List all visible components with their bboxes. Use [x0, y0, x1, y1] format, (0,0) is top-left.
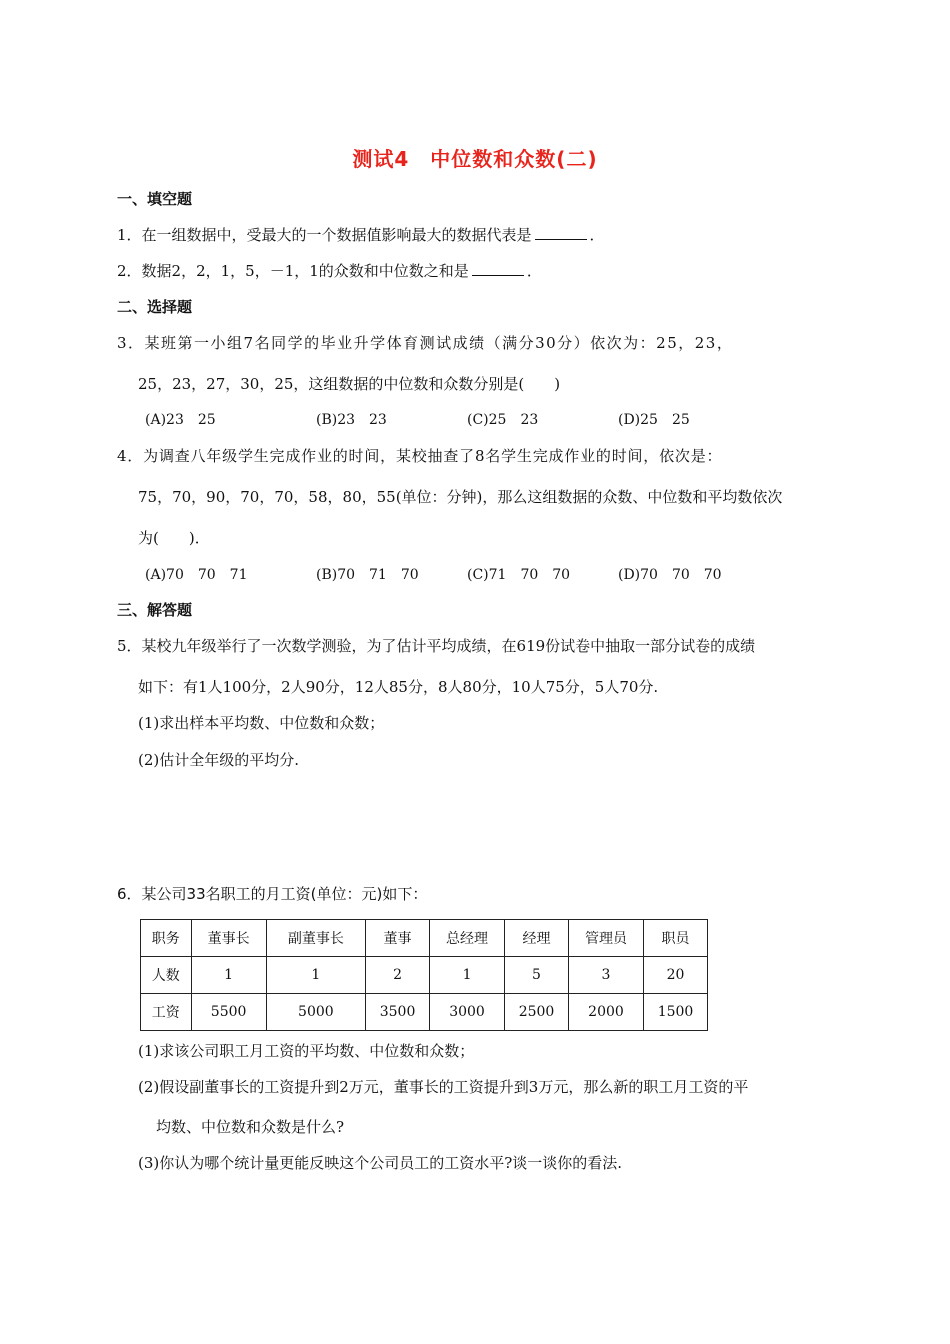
question-4-option-d: (D)70 70 70: [618, 567, 722, 583]
table-cell: 董事长: [191, 920, 266, 957]
question-1-text: 1．在一组数据中，受最大的一个数据值影响最大的数据代表是: [117, 226, 532, 244]
question-6-heading: 6．某公司33名职工的月工资(单位：元)如下：: [117, 885, 428, 903]
question-3-option-a: (A)23 25: [145, 412, 216, 428]
answer-blank: [472, 263, 524, 276]
table-row: [141, 957, 708, 994]
question-4-option-c: (C)71 70 70: [467, 567, 571, 583]
answer-blank: [535, 227, 587, 240]
table-cell: 5: [505, 957, 569, 994]
table-cell: 董事: [366, 920, 430, 957]
table-row: [141, 994, 708, 1031]
table-cell: 3: [568, 957, 643, 994]
question-3-option-d: (D)25 25: [618, 412, 690, 428]
table-cell: 总经理: [430, 920, 505, 957]
table-cell: 人数: [141, 957, 192, 994]
table-cell: 职务: [141, 920, 192, 957]
question-4-option-b: (B)70 71 70: [316, 567, 419, 583]
question-1-end: ．: [589, 226, 605, 244]
question-4-option-a: (A)70 70 71: [145, 567, 248, 583]
section-fill-in: 一、填空题: [117, 190, 193, 208]
question-5-sub-2: (2)估计全年级的平均分.: [138, 751, 300, 769]
salary-table: [140, 919, 708, 1031]
table-cell: 2: [366, 957, 430, 994]
question-4-line-3: 为( )．: [138, 529, 210, 547]
question-5-line-2: 如下：有1人100分，2人90分，12人85分，8人80分，10人75分，5人70分.: [138, 678, 659, 696]
question-1: [117, 224, 605, 245]
section-choice: 二、选择题: [117, 298, 193, 316]
question-6-sub-3: (3)你认为哪个统计量更能反映这个公司员工的工资水平?谈一谈你的看法.: [138, 1154, 623, 1172]
table-cell: 工资: [141, 994, 192, 1031]
table-cell: 3500: [366, 994, 430, 1031]
question-2: [117, 260, 542, 281]
table-cell: 1: [266, 957, 365, 994]
question-3-line-1: 3．某班第一小组7名同学的毕业升学体育测试成绩（满分30分）依次为：25，23，: [117, 334, 734, 352]
table-cell: 2500: [505, 994, 569, 1031]
question-5-sub-1: (1)求出样本平均数、中位数和众数；: [138, 714, 385, 732]
question-6-sub-2-line-2: 均数、中位数和众数是什么?: [156, 1118, 345, 1136]
question-2-text: 2．数据2，2，1，5，－1，1的众数和中位数之和是: [117, 262, 469, 280]
question-2-end: ．: [526, 262, 542, 280]
question-3-option-c: (C)25 23: [467, 412, 539, 428]
table-cell: 5500: [191, 994, 266, 1031]
page-title: 测试4 中位数和众数(二): [352, 147, 598, 171]
question-4-line-2: 75，70，90，70，70，58，80，55(单位：分钟)，那么这组数据的众数、中位数和平均数依次: [138, 488, 783, 506]
question-3-line-2: 25，23，27，30，25，这组数据的中位数和众数分别是( ): [138, 375, 561, 393]
table-cell: 副董事长: [266, 920, 365, 957]
table-row: [141, 920, 708, 957]
table-cell: 3000: [430, 994, 505, 1031]
table-cell: 5000: [266, 994, 365, 1031]
question-3-option-b: (B)23 23: [316, 412, 387, 428]
table-cell: 经理: [505, 920, 569, 957]
table-cell: 1500: [644, 994, 708, 1031]
question-6-sub-2-line-1: (2)假设副董事长的工资提升到2万元，董事长的工资提升到3万元，那么新的职工月工资的平: [138, 1078, 749, 1096]
table-cell: 管理员: [568, 920, 643, 957]
question-5-line-1: 5．某校九年级举行了一次数学测验，为了估计平均成绩，在619份试卷中抽取一部分试卷的成绩: [117, 637, 756, 655]
table-cell: 2000: [568, 994, 643, 1031]
question-6-sub-1: (1)求该公司职工月工资的平均数、中位数和众数；: [138, 1042, 475, 1060]
table-cell: 职员: [644, 920, 708, 957]
question-4-line-1: 4．为调查八年级学生完成作业的时间，某校抽查了8名学生完成作业的时间，依次是：: [117, 447, 723, 465]
section-answer: 三、解答题: [117, 601, 193, 619]
table-cell: 1: [430, 957, 505, 994]
table-cell: 1: [191, 957, 266, 994]
table-cell: 20: [644, 957, 708, 994]
